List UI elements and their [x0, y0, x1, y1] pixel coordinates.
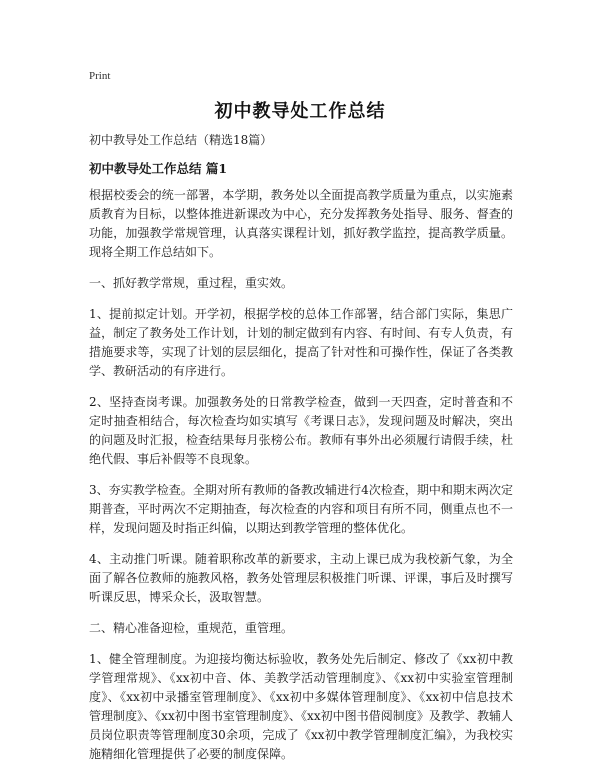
document-body: [89, 131, 513, 776]
paragraph-item-3: 3、夯实教学检查。全期对所有教师的备教改辅进行4次检查，期中和期末两次定期普查，平时两次不定期抽查，每次检查的内容和项目有所不同，侧重点也不一样，发现问题及时指正纠偏，以期达到教学管理的整体优化。: [89, 483, 513, 535]
section-heading: 初中教导处工作总结 篇1: [89, 161, 228, 176]
paragraph-item-2: 2、坚持查岗考课。加强教务处的日常教学检查，做到一天四查，定时普查和不定时抽查相结合，每次检查均如实填写《考课日志》，发现问题及时解决，突出的问题及时汇报，检查结果每月张榜公布。教师有事外出必须履行请假手续，杜绝代假、事后补假等不良现象。: [89, 395, 513, 466]
paragraph-heading-1: 一、抓好教学常规，重过程，重实效。: [89, 276, 294, 290]
paragraph-item-1: 1、提前拟定计划。开学初，根据学校的总体工作部署，结合部门实际，集思广益，制定了教务处工作计划，计划的制定做到有内容、有时间、有专人负责，有措施要求等，实现了计划的层层细化，提高了针对性和可操作性，保证了各类教学、教研活动的有序进行。: [89, 307, 513, 378]
paragraph-item-5: 1、健全管理制度。为迎接均衡达标验收，教务处先后制定、修改了《xx初中教学管理常规》、《xx初中音、体、美教学活动管理制度》、《xx初中实验室管理制度》、《xx初中录播室管理制度》、《xx初中多媒体管理制度》、《xx初中信息技术管理制度》、《xx初中图书室管理制度》、《xx初中图书借阅制度》及教学、教辅人员岗位职责等管理制度30余项，完成了《xx初中教学管理制度汇编》，为我校实施精细化管理提供了必要的制度保障。: [89, 652, 513, 761]
document-title: 初中教导处工作总结: [214, 101, 386, 122]
paragraph-item-4: 4、主动推门听课。随着职称改革的新要求，主动上课已成为我校新气象，为全面了解各位教师的施教风格，教务处管理层积极推门听课、评课，事后及时撰写听课反思，博采众长，汲取智慧。: [89, 552, 513, 604]
print-label: Print: [89, 70, 111, 82]
paragraph-intro: 根据校委会的统一部署，本学期，教务处以全面提高教学质量为重点，以实施素质教育为目标，以整体推进新课改为中心，充分发挥教务处指导、服务、督查的功能，加强教学常规管理，认真落实课程计划，抓好教学监控，提高教学质量。现将全期工作总结如下。: [89, 188, 513, 259]
paragraph-heading-2: 二、精心准备迎检，重规范，重管理。: [89, 621, 294, 635]
document-subtitle: 初中教导处工作总结（精选18篇）: [89, 133, 273, 147]
